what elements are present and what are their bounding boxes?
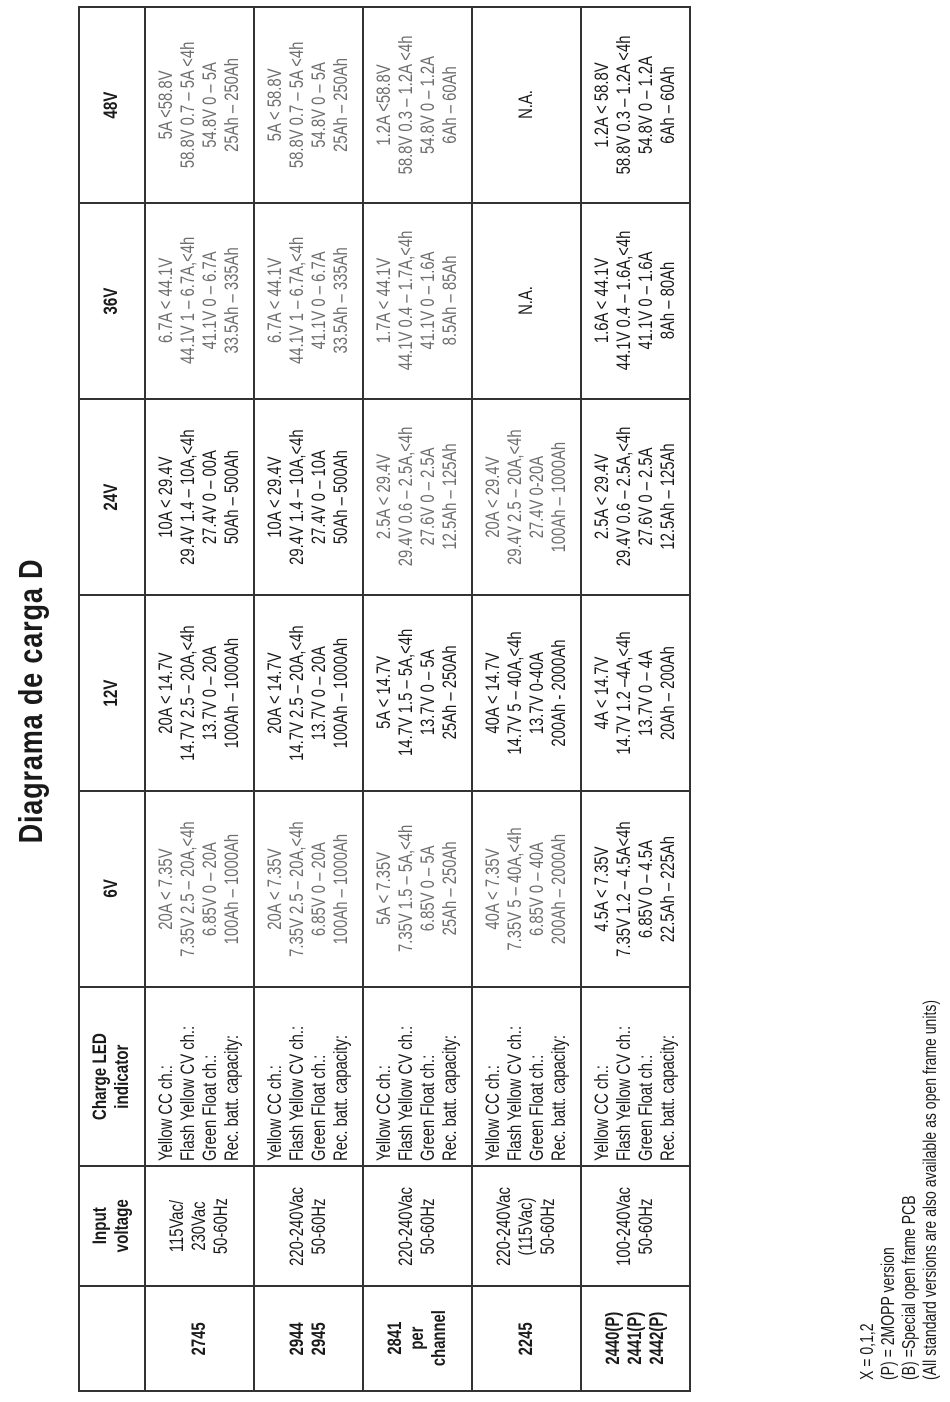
table-row [472, 7, 581, 1391]
input-voltage-cell: 220-240Vac (115Vac) 50-60Hz [472, 1166, 581, 1286]
header-row [79, 7, 145, 1391]
cell-v12: 5A < 14.7V 14.7V 1.5 – 5A,<4h 13.7V 0 – 5A 25Ah – 250Ah [363, 595, 472, 791]
led-indicator-cell: Yellow CC ch.: Flash Yellow CV ch.: Green Float ch.: Rec. batt. capacity: [254, 987, 363, 1166]
cell-v24: 10A < 29.4V 29.4V 1.4 – 10A,<4h 27.4V 0 – 10A 50Ah – 500Ah [254, 399, 363, 595]
cell-v24: 2.5A < 29.4V 29.4V 0.6 – 2.5A,<4h 27.6V 0 – 2.5A 12.5Ah – 125Ah [363, 399, 472, 595]
cell-v6: 20A < 7.35V 7.35V 2.5 – 20A,<4h 6.85V 0 – 20A 100Ah – 1000Ah [254, 791, 363, 987]
cell-v6: 20A < 7.35V 7.35V 2.5 – 20A,<4h 6.85V 0 – 20A 100Ah – 1000Ah [145, 791, 254, 987]
cell-v36: 1.6A < 44.1V 44.1V 0.4 – 1.6A,<4h 41.1V 0 – 1.6A 8Ah – 80Ah [581, 203, 690, 399]
header-model [79, 1286, 145, 1391]
led-indicator-cell: Yellow CC ch.: Flash Yellow CV ch.: Green Float ch.: Rec. batt. capacity: [472, 987, 581, 1166]
table-row [254, 7, 363, 1391]
footnote: (B) =Special open frame PCB [899, 1195, 919, 1380]
cell-v6: 5A < 7.35V 7.35V 1.5 – 5A,<4h 6.85V 0 – 5A 25Ah – 250Ah [363, 791, 472, 987]
cell-v48: 5A < 58.8V 58.8V 0.7 – 5A <4h 54.8V 0 – 5A 25Ah – 250Ah [254, 7, 363, 203]
cell-v12: 40A < 14.7V 14.7V 5 – 40A,<4h 13.7V 0-40A 200Ah - 2000Ah [472, 595, 581, 791]
cell-v36: 1.7A < 44.1V 44.1V 0.4 – 1.7A,<4h 41.1V 0 – 1.6A 8.5Ah – 85Ah [363, 203, 472, 399]
table-row [145, 7, 254, 1391]
table-row [363, 7, 472, 1391]
header-6v: 6V [79, 791, 145, 987]
header-36v: 36V [79, 203, 145, 399]
footnote: X = 0,1,2 [857, 1323, 877, 1380]
input-voltage-cell: 220-240Vac 50-60Hz [254, 1166, 363, 1286]
model-cell: 2944 2945 [254, 1286, 363, 1391]
cell-v36: N.A. [472, 203, 581, 399]
cell-v48: N.A. [472, 7, 581, 203]
input-voltage-cell: 115Vac/ 230Vac 50-60Hz [145, 1166, 254, 1286]
cell-v48: 5A <58.8V 58.8V 0.7 – 5A <4h 54.8V 0 – 5A 25Ah – 250Ah [145, 7, 254, 203]
input-voltage-cell: 220-240Vac 50-60Hz [363, 1166, 472, 1286]
cell-v48: 1.2A < 58.8V 58.8V 0.3 – 1.2A <4h 54.8V 0 – 1.2A 6Ah – 60Ah [581, 7, 690, 203]
header-input-voltage: Input voltage [79, 1166, 145, 1286]
cell-v6: 4.5A < 7.35V 7.35V 1.2 – 4.5A<4h 6.85V 0 – 4.5A 22.5Ah – 225Ah [581, 791, 690, 987]
header-led-indicator: Charge LED indicator [79, 987, 145, 1166]
cell-v36: 6.7A < 44.1V 44.1V 1 – 6.7A,<4h 41.1V 0 – 6.7A 33.5Ah – 335Ah [145, 203, 254, 399]
cell-v12: 20A < 14.7V 14.7V 2.5 – 20A,<4h 13.7V 0 – 20A 100Ah – 1000Ah [145, 595, 254, 791]
header-12v: 12V [79, 595, 145, 791]
cell-v48: 1.2A <58.8V 58.8V 0.3 – 1.2A <4h 54.8V 0 – 1.2A 6Ah – 60Ah [363, 7, 472, 203]
cell-v12: 4A < 14.7V 14.7V 1.2 –4A,<4h 13.7V 0 – 4A 20Ah – 200Ah [581, 595, 690, 791]
model-cell: 2245 [472, 1286, 581, 1391]
cell-v36: 6.7A < 44.1V 44.1V 1 – 6.7A,<4h 41.1V 0 – 6.7A 33.5Ah – 335Ah [254, 203, 363, 399]
footnotes [857, 893, 941, 1380]
header-24v: 24V [79, 399, 145, 595]
table-row [581, 7, 690, 1391]
header-48v: 48V [79, 7, 145, 203]
table-body [145, 7, 690, 1391]
input-voltage-cell: 100-240Vac 50-60Hz [581, 1166, 690, 1286]
led-indicator-cell: Yellow CC ch.: Flash Yellow CV ch.: Green Float ch.: Rec. batt. capacity: [363, 987, 472, 1166]
model-cell: 2745 [145, 1286, 254, 1391]
cell-v24: 2.5A < 29.4V 29.4V 0.6 – 2.5A,<4h 27.6V 0 – 2.5A 12.5Ah – 125Ah [581, 399, 690, 595]
charge-table [78, 6, 691, 1392]
cell-v24: 20A < 29.4V 29.4V 2.5 – 20A,<4h 27.4V 0-20A 100Ah – 1000Ah [472, 399, 581, 595]
model-cell: 2440(P) 2441(P) 2442(P) [581, 1286, 690, 1391]
cell-v12: 20A < 14.7V 14.7V 2.5 – 20A,<4h 13.7V 0 – 20A 100Ah – 1000Ah [254, 595, 363, 791]
cell-v6: 40A < 7.35V 7.35V 5 – 40A,<4h 6.85V 0 – 40A 200Ah – 2000Ah [472, 791, 581, 987]
led-indicator-cell: Yellow CC ch.: Flash Yellow CV ch.: Green Float ch.: Rec. batt. capacity: [581, 987, 690, 1166]
page-title: Diagrama de carga D [12, 558, 49, 844]
led-indicator-cell: Yellow CC ch.: Flash Yellow CV ch.: Green Float ch.: Rec. batt. capacity: [145, 987, 254, 1166]
footnote: (All standard versions are also available as open frame units) [920, 999, 940, 1380]
model-cell: 2841 per channel [363, 1286, 472, 1391]
cell-v24: 10A < 29.4V 29.4V 1.4 – 10A,<4h 27.4V 0 – 00A 50Ah – 500Ah [145, 399, 254, 595]
footnote: (P) = 2MOPP version [878, 1247, 898, 1380]
